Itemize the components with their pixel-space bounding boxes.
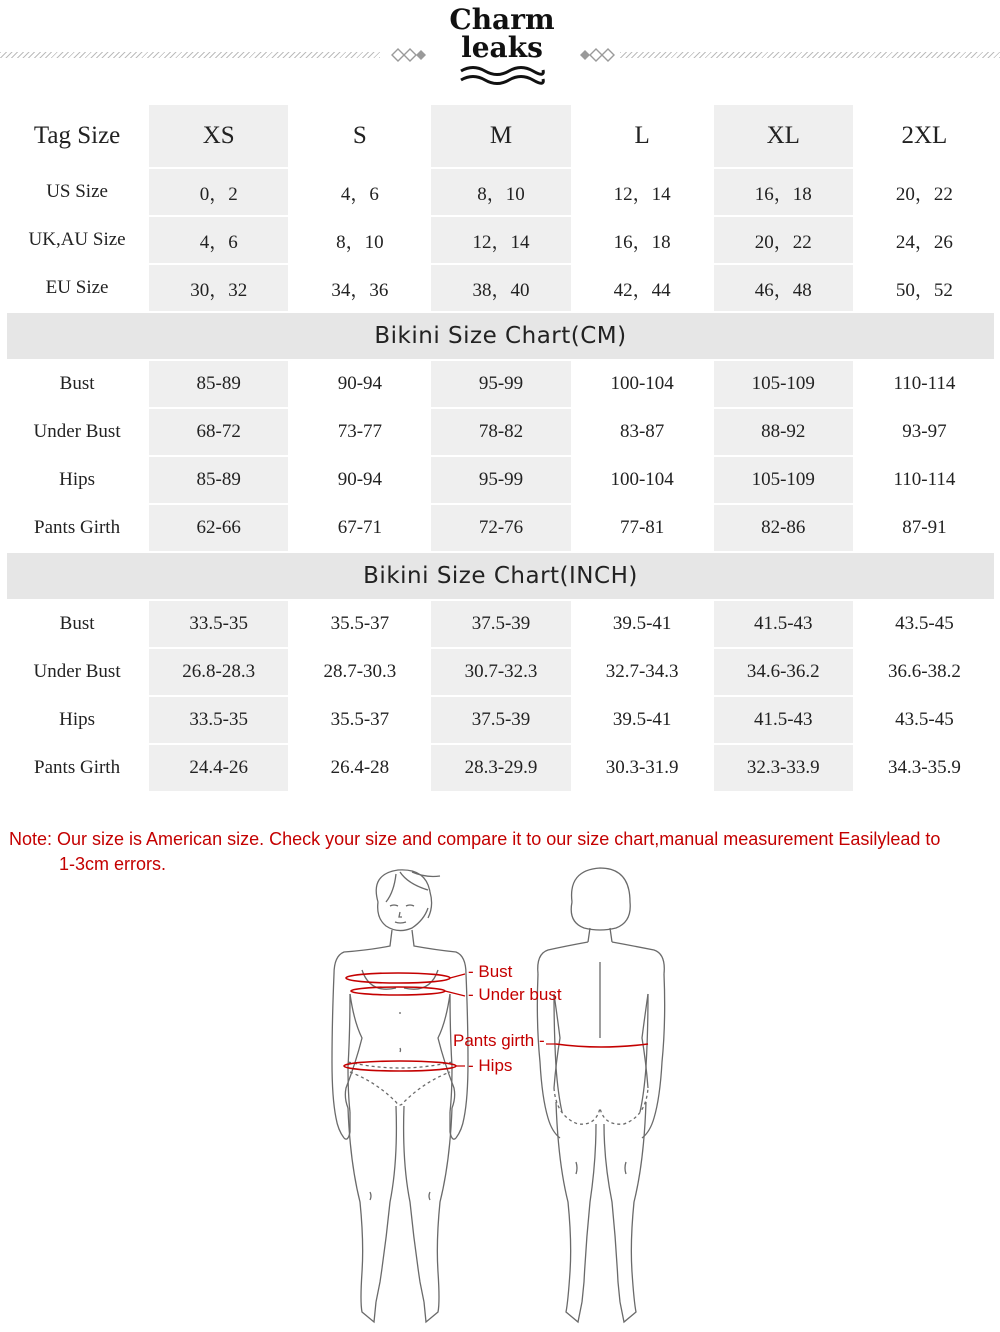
table-cell: 90-94 [289,360,430,408]
row-label: US Size [6,168,148,216]
table-row [6,504,995,552]
table-cell: 20，22 [854,168,995,216]
table-cell: 85-89 [148,456,289,504]
hips-label: - Hips [468,1056,513,1075]
row-label: Pants Girth [6,504,148,552]
table-cell: 28.3-29.9 [430,744,571,792]
logo-line-2: leaks [461,31,543,64]
table-cell: 90-94 [289,456,430,504]
row-label: Under Bust [6,648,148,696]
table-cell: 62-66 [148,504,289,552]
table-row [6,600,995,648]
table-cell: 8，10 [289,216,430,264]
table-cell: 68-72 [148,408,289,456]
table-cell: 85-89 [148,360,289,408]
table-cell: 43.5-45 [854,600,995,648]
body-outline-illustration [300,862,720,1327]
section-title-row [6,312,995,360]
inch-section-title: Bikini Size Chart(INCH) [6,552,995,600]
table-cell: 73-77 [289,408,430,456]
table-cell: 38，40 [430,264,571,312]
table-row [6,168,995,216]
table-cell: 110-114 [854,360,995,408]
table-cell: 100-104 [572,456,713,504]
table-cell: 4，6 [148,216,289,264]
row-label: UK,AU Size [6,216,148,264]
table-cell: 20，22 [713,216,854,264]
size-header-xs: XS [148,104,289,168]
brand-header [0,0,1000,100]
table-cell: 34，36 [289,264,430,312]
table-cell: 35.5-37 [289,696,430,744]
table-row [6,360,995,408]
table-cell: 67-71 [289,504,430,552]
table-cell: 100-104 [572,360,713,408]
size-header-xl: XL [713,104,854,168]
diamond-ornament-left-icon [388,45,428,65]
table-cell: 16，18 [713,168,854,216]
table-cell: 77-81 [572,504,713,552]
logo-line-1: Charm [449,3,555,36]
decorative-line-left [0,52,380,58]
table-cell: 42，44 [572,264,713,312]
bust-label: - Bust [468,962,513,981]
table-cell: 26.4-28 [289,744,430,792]
size-header-2xl: 2XL [854,104,995,168]
table-row [6,744,995,792]
table-cell: 39.5-41 [572,600,713,648]
section-title-row [6,552,995,600]
table-cell: 95-99 [430,360,571,408]
size-header-l: L [572,104,713,168]
table-row [6,408,995,456]
table-cell: 30.3-31.9 [572,744,713,792]
row-label: EU Size [6,264,148,312]
table-cell: 33.5-35 [148,600,289,648]
cm-section-title: Bikini Size Chart(CM) [6,312,995,360]
table-cell: 8，10 [430,168,571,216]
size-chart-table [5,103,996,793]
table-cell: 105-109 [713,456,854,504]
table-cell: 41.5-43 [713,696,854,744]
table-cell: 12，14 [430,216,571,264]
brand-logo [440,3,564,86]
table-cell: 50，52 [854,264,995,312]
row-label: Hips [6,456,148,504]
table-cell: 0，2 [148,168,289,216]
decorative-line-right [620,52,1000,58]
table-cell: 78-82 [430,408,571,456]
table-cell: 24，26 [854,216,995,264]
table-row [6,264,995,312]
table-cell: 34.3-35.9 [854,744,995,792]
table-cell: 95-99 [430,456,571,504]
table-cell: 37.5-39 [430,696,571,744]
table-cell: 30.7-32.3 [430,648,571,696]
measurement-diagram [300,862,720,1327]
table-cell: 83-87 [572,408,713,456]
table-header-row [6,104,995,168]
table-cell: 43.5-45 [854,696,995,744]
table-row [6,648,995,696]
row-label: Bust [6,360,148,408]
table-cell: 36.6-38.2 [854,648,995,696]
table-cell: 30，32 [148,264,289,312]
table-cell: 24.4-26 [148,744,289,792]
table-cell: 72-76 [430,504,571,552]
table-cell: 28.7-30.3 [289,648,430,696]
hips-measure-line [344,1061,456,1071]
row-label: Hips [6,696,148,744]
size-header-s: S [289,104,430,168]
row-label: Bust [6,600,148,648]
table-cell: 93-97 [854,408,995,456]
table-row [6,696,995,744]
logo-wave-icon [457,64,547,86]
table-cell: 39.5-41 [572,696,713,744]
table-cell: 41.5-43 [713,600,854,648]
table-cell: 32.3-33.9 [713,744,854,792]
table-cell: 88-92 [713,408,854,456]
under-bust-label: - Under bust [468,985,562,1004]
table-cell: 12，14 [572,168,713,216]
tag-size-label: Tag Size [6,104,148,168]
table-cell: 110-114 [854,456,995,504]
table-cell: 87-91 [854,504,995,552]
table-cell: 105-109 [713,360,854,408]
table-cell: 35.5-37 [289,600,430,648]
table-cell: 16，18 [572,216,713,264]
table-row [6,456,995,504]
table-cell: 46，48 [713,264,854,312]
table-cell: 34.6-36.2 [713,648,854,696]
table-cell: 82-86 [713,504,854,552]
size-header-m: M [430,104,571,168]
note-line-2: 1-3cm errors. [59,854,167,874]
row-label: Under Bust [6,408,148,456]
pants-girth-label: Pants girth - [453,1031,545,1050]
table-cell: 4，6 [289,168,430,216]
under-bust-measure-line [351,987,445,995]
pants-girth-measure-line [556,1044,648,1047]
table-cell: 32.7-34.3 [572,648,713,696]
table-cell: 37.5-39 [430,600,571,648]
note-line-1: Note: Our size is American size. Check your size and compare it to our size chart,manual measurement Easilylead to [9,829,941,849]
table-row [6,216,995,264]
table-cell: 33.5-35 [148,696,289,744]
row-label: Pants Girth [6,744,148,792]
diamond-ornament-right-icon [578,45,618,65]
table-cell: 26.8-28.3 [148,648,289,696]
